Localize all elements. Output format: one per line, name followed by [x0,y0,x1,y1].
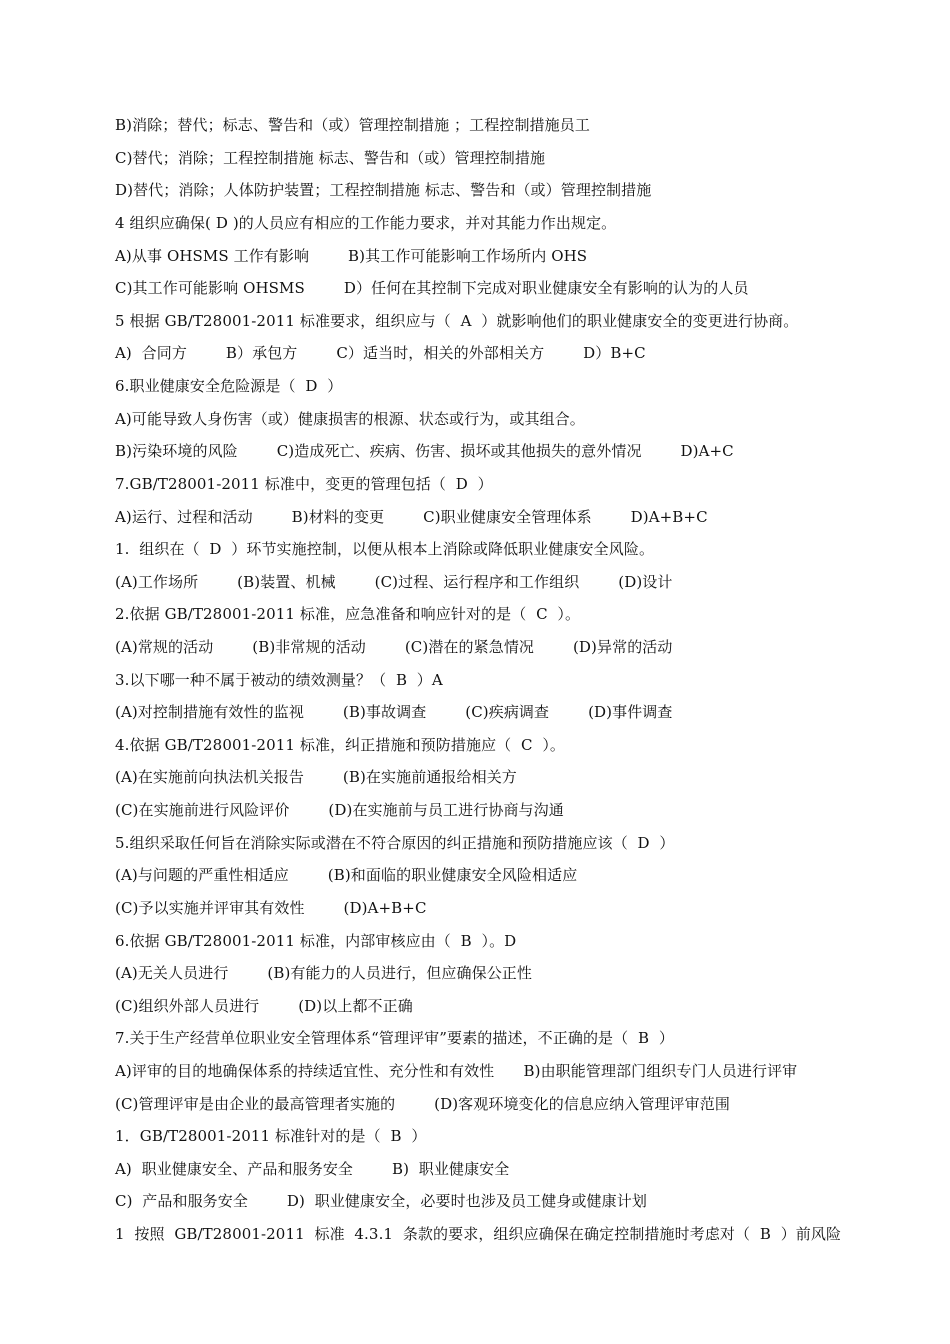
text-line: (C)组织外部人员进行 (D)以上都不正确 [115,997,413,1015]
question-line: 7.GB/T28001-2011 标准中，变更的管理包括（ D ） [115,475,493,493]
text-line: B)消除；替代；标志、警告和（或）管理控制措施 ；工程控制措施员工 [115,116,590,134]
text-line: D)替代；消除；人体防护装置；工程控制措施 标志、警告和（或）管理控制措施 [115,181,652,199]
text-line: (C)予以实施并评审其有效性 (D)A+B+C [115,899,427,917]
text-line: (C)管理评审是由企业的最高管理者实施的 (D)客观环境变化的信息应纳入管理评审范围 [115,1095,730,1113]
question-line: 6.依据 GB/T28001-2011 标准，内部审核应由（ B ）。D [115,932,517,950]
text-line: (A)常规的活动 (B)非常规的活动 (C)潜在的紧急情况 (D)异常的活动 [115,638,673,656]
question-line: 3.以下哪一种不属于被动的绩效测量？（ B ）A [115,671,443,689]
text-line: C)其工作可能影响 OHSMS D）任何在其控制下完成对职业健康安全有影响的认为的人员 [115,279,749,297]
question-line: 7.关于生产经营单位职业安全管理体系“管理评审”要素的描述，不正确的是（ B ） [115,1029,674,1047]
text-line: A) 职业健康安全、产品和服务安全 B) 职业健康安全 [115,1160,510,1178]
question-line: 1. 组织在（ D ）环节实施控制，以便从根本上消除或降低职业健康安全风险。 [115,540,655,558]
question-line: 5 根据 GB/T28001-2011 标准要求，组织应与（ A ）就影响他们的职业健康安全的变更进行协商。 [115,312,799,330]
text-line: (A)工作场所 (B)装置、机械 (C)过程、运行程序和工作组织 (D)设计 [115,573,673,591]
text-line: (A)对控制措施有效性的监视 (B)事故调查 (C)疾病调查 (D)事件调查 [115,703,673,721]
question-line: 1．GB/T28001-2011 标准针对的是（ B ） [115,1127,427,1145]
text-line: C) 产品和服务安全 D) 职业健康安全，必要时也涉及员工健身或健康计划 [115,1192,647,1210]
question-line: 4 组织应确保( D )的人员应有相应的工作能力要求，并对其能力作出规定。 [115,214,617,232]
question-line: 5.组织采取任何旨在消除实际或潜在不符合原因的纠正措施和预防措施应该（ D ） [115,834,675,852]
text-line: A)评审的目的地确保体系的持续适宜性、充分性和有效性 B)由职能管理部门组织专门人员进行评审 [115,1062,798,1080]
text-line: (A)在实施前向执法机关报告 (B)在实施前通报给相关方 [115,768,517,786]
text-line: A)从事 OHSMS 工作有影响 B)其工作可能影响工作场所内 OHS [115,247,588,265]
text-line: (A)无关人员进行 (B)有能力的人员进行，但应确保公正性 [115,964,533,982]
question-line: 2.依据 GB/T28001-2011 标准，应急准备和响应针对的是（ C ）。 [115,605,581,623]
text-line: A)可能导致人身伤害（或）健康损害的根源、状态或行为，或其组合。 [115,410,585,428]
text-line: (C)在实施前进行风险评价 (D)在实施前与员工进行协商与沟通 [115,801,564,819]
text-line: (A)与问题的严重性相适应 (B)和面临的职业健康安全风险相适应 [115,866,578,884]
text-line: C)替代；消除；工程控制措施 标志、警告和（或）管理控制措施 [115,149,546,167]
text-line: A)运行、过程和活动 B)材料的变更 C)职业健康安全管理体系 D)A+B+C [115,508,708,526]
question-line: 6.职业健康安全危险源是（ D ） [115,377,343,395]
question-line: 4.依据 GB/T28001-2011 标准，纠正措施和预防措施应（ C ）。 [115,736,566,754]
question-line: 1 按照 GB/T28001-2011 标准 4.3.1 条款的要求，组织应确保在确定控制措施时考虑对（ B ）前风险 [115,1225,842,1243]
text-line: A) 合同方 B）承包方 C）适当时，相关的外部相关方 D）B+C [115,344,646,362]
text-line: B)污染环境的风险 C)造成死亡、疾病、伤害、损坏或其他损失的意外情况 D)A+C [115,442,734,460]
